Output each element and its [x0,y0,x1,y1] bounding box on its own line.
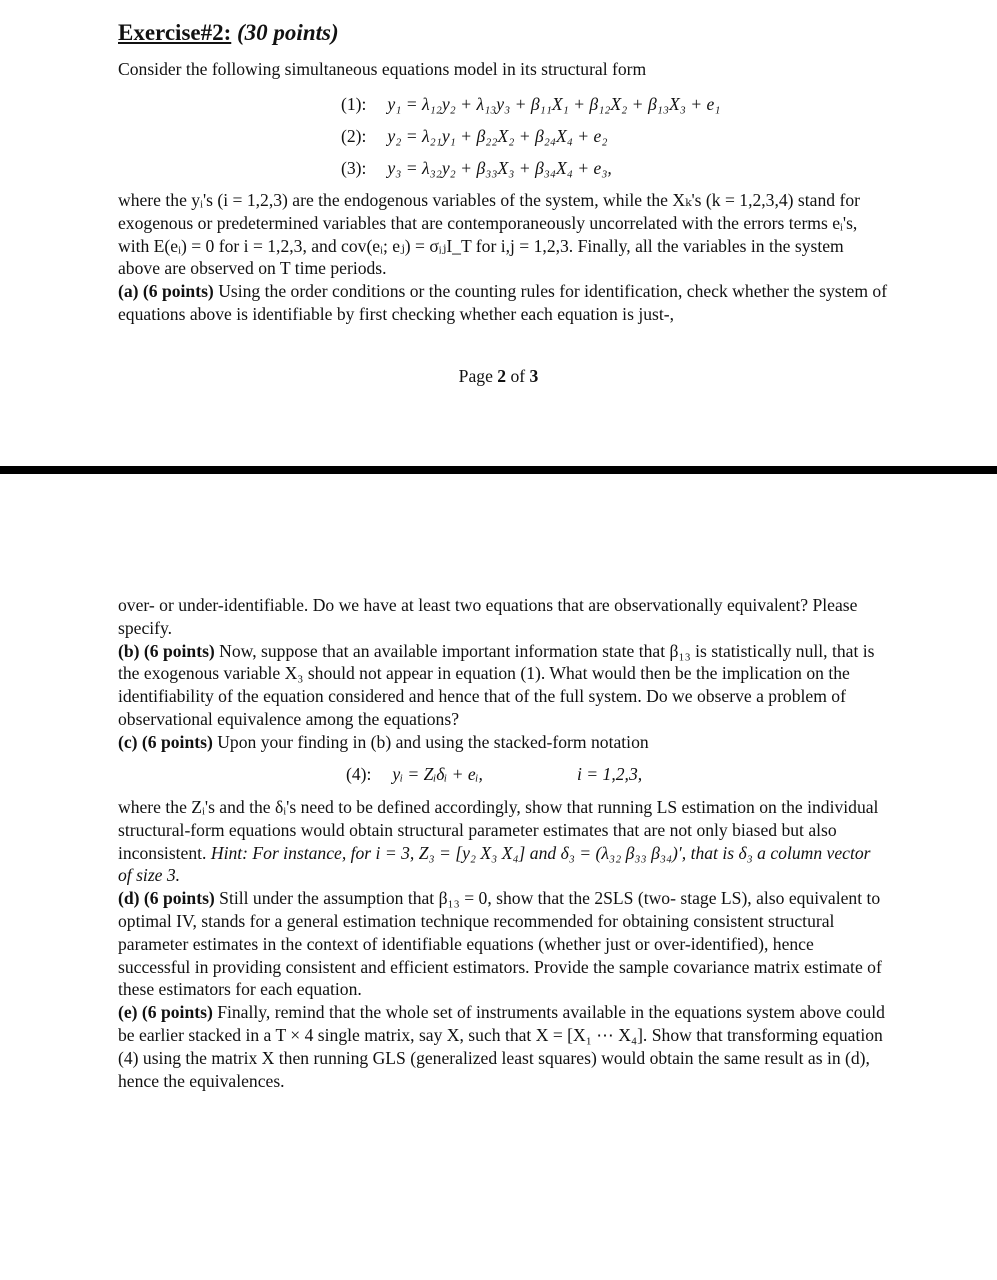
page-indicator [0,365,997,388]
equation-1-body: y₁ = λ₁₂y₂ + λ₁₃y₃ + β₁₁X₁ + β₁₂X₂ + β₁₃X₃ + e₁ [387,94,721,114]
page-prefix: Page [458,366,498,386]
part-b-label: (b) (6 points) [118,640,215,661]
equation-2-label: (2): [341,126,367,146]
part-a-text-page2: over- or under-identifiable. Do we have at least two equations that are observationally equivalent? Please specify. [118,595,858,638]
part-d-label: (d) (6 points) [118,888,215,909]
page-middle: of [506,366,530,386]
exercise-points: (30 points) [237,20,339,45]
page-break-rule [0,466,997,474]
part-c-text: Upon your finding in (b) and using the stacked-form notation [212,731,649,752]
equation-4-range-text: i = 1,2,3, [577,764,643,784]
part-c-after: where the Zᵢ's and the δᵢ's need to be defined accordingly, show that running LS estimation on the individual structural-form equations would obtain structural parameter estimates that are not only biased but also inconsistent. [118,797,879,863]
equation-3-label: (3): [341,158,367,178]
part-d-text: Still under the assumption that β₁₃ = 0, show that the 2SLS (two- stage LS), also equivalent to optimal IV, stands for a general estimation technique recommended for obtaining consistent structural parameter estimates in the context of identifiable equations (whether just or over-identified), hence successful in providing consistent and efficient estimators. Provide the sample covariance matrix estimate of these estimators for each equation. [118,888,882,1000]
equation-2-body: y₂ = λ₂₁y₁ + β₂₂X₂ + β₂₄X₄ + e₂ [387,126,608,146]
part-e-text: Finally, remind that the whole set of instruments available in the equations system above could be earlier stacked in a T × 4 single matrix, say X, such that X = [X₁ ⋯ X₄]. Show that transforming equation (4) using the matrix X then running GLS (generalized least squares) would obtain the same result as in (d), hence the equivalences. [118,1002,885,1091]
equation-1 [341,93,720,116]
page-total: 3 [529,366,539,386]
where-paragraph: where the yᵢ's (i = 1,2,3) are the endogenous variables of the system, while the Xₖ's (k = 1,2,3,4) stand for exogenous or predetermined variables that are contemporaneously uncorrelated with the errors terms eᵢ's, with E(eᵢ) = 0 for i = 1,2,3, and cov(eᵢ; eⱼ) = σᵢⱼI_T for i,j = 1,2,3. Finally, all the variables in the system above are observed on T time periods. [118,190,860,279]
part-c-hint: Hint: For instance, for i = 3, Z₃ = [y₂ X₃ X₄] and δ₃ = (λ₃₂ β₃₃ β₃₄)′, that is δ₃ a column vector of size 3. [118,842,871,886]
exercise-title [118,18,339,48]
page1-body [118,189,888,326]
equation-4-body: yᵢ = Zᵢδᵢ + eᵢ, [392,764,483,784]
equation-1-label: (1): [341,94,367,114]
equation-4-range [577,763,642,786]
part-e-label: (e) (6 points) [118,1002,213,1023]
part-b-text: Now, suppose that an available important information state that β₁₃ is statistically null, that is the exogenous variable X₃ should not appear in equation (1). What would then be the implication on the identifiability of the equation considered and hence that of the full system. Do we observe a problem of observational equivalence among the equations? [118,640,875,729]
part-a-text-page1: Using the order conditions or the counting rules for identification, check whether the system of equations above is identifiable by first checking whether each equation is just-, [118,281,888,324]
equation-4 [346,763,483,786]
part-a-label: (a) (6 points) [118,281,214,302]
part-c-label: (c) (6 points) [118,731,213,752]
equation-2 [341,125,607,148]
exercise-number: Exercise#2: [118,20,232,45]
equation-3 [341,157,612,180]
intro-text: Consider the following simultaneous equations model in its structural form [118,59,647,79]
equation-3-body: y₃ = λ₃₂y₂ + β₃₃X₃ + β₃₄X₄ + e₃, [387,158,612,178]
page-current: 2 [497,366,507,386]
page2-body [118,594,888,754]
equation-4-label: (4): [346,764,372,784]
page2-body-rest [118,796,888,1092]
